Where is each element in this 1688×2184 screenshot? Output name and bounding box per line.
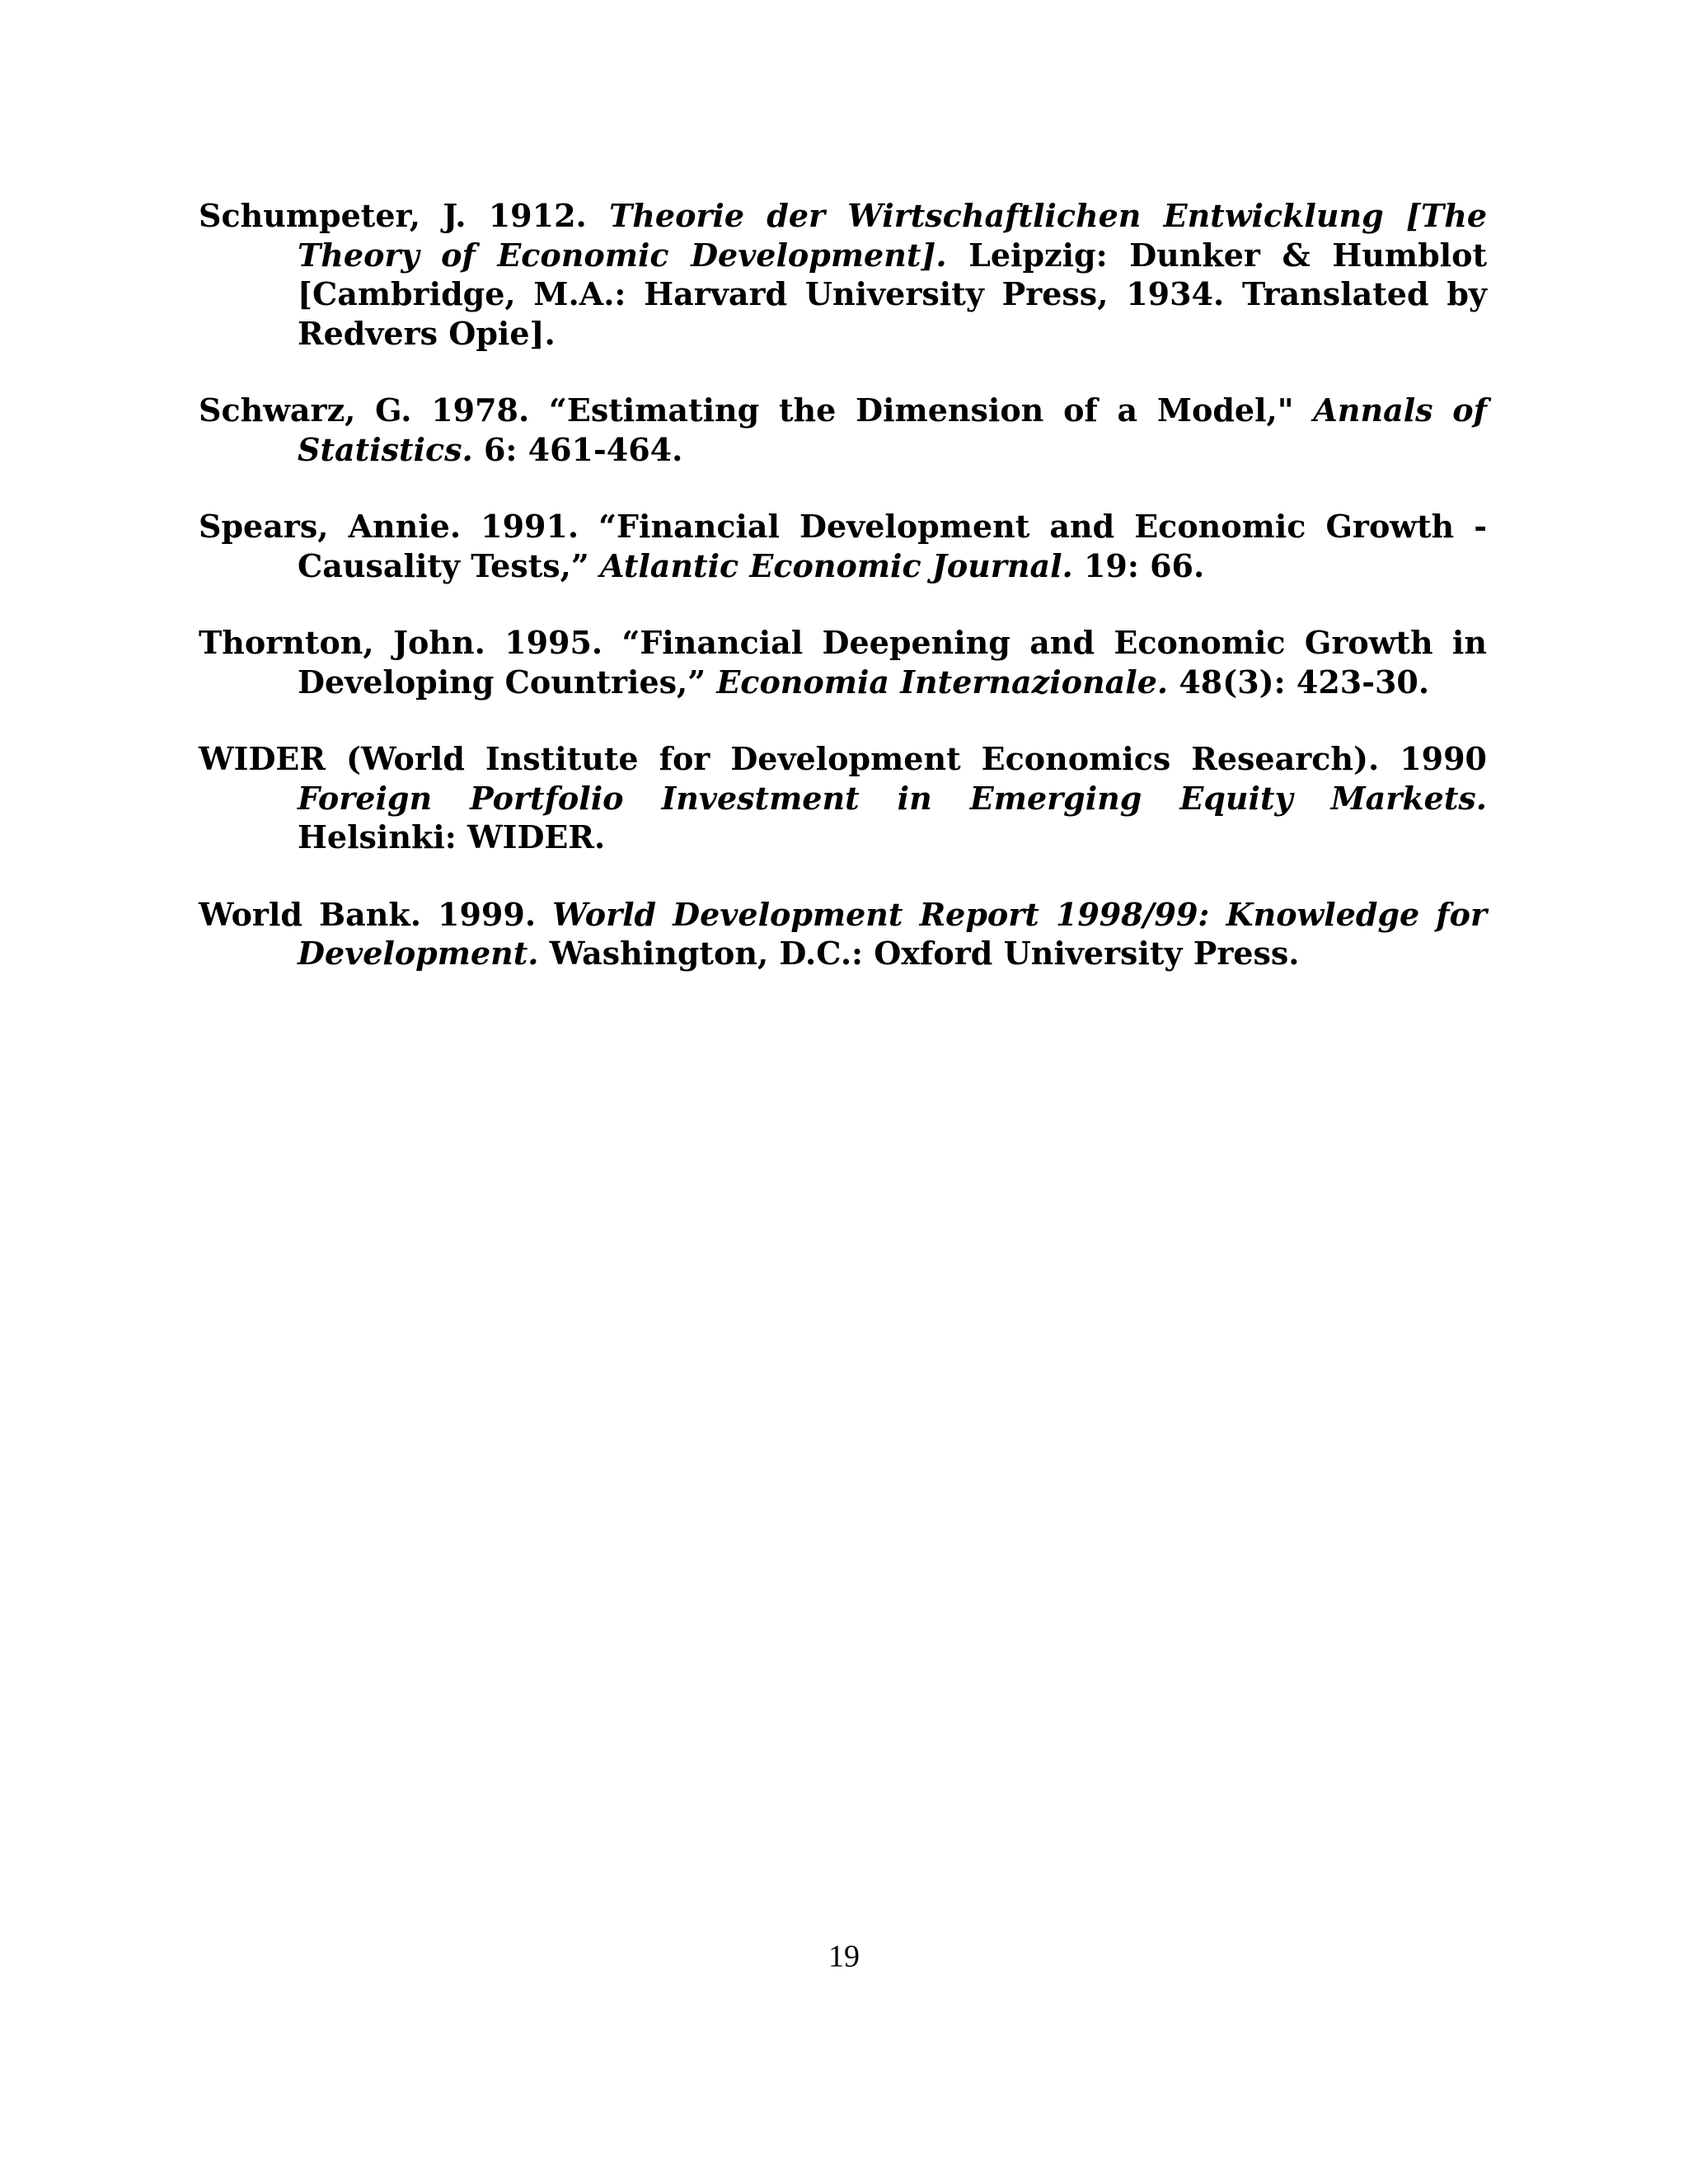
reference-entry-wider: [199, 739, 1487, 857]
reference-details: 6: 461-464.: [472, 430, 683, 468]
reference-title: World Development Report 1998/99: Knowledge for Development.: [298, 895, 1487, 972]
reference-author-year: World Bank. 1999.: [199, 895, 553, 933]
reference-title: Economia Internazionale.: [716, 663, 1169, 701]
reference-details: Leipzig: Dunker & Humblot [Cambridge, M.A.: Harvard University Press, 1934. Translated by Redvers Opie].: [298, 236, 1487, 352]
reference-title: Atlantic Economic Journal.: [600, 546, 1073, 584]
reference-details: Washington, D.C.: Oxford University Press.: [538, 935, 1300, 972]
reference-author-year: Spears, Annie. 1991. “Financial Development and Economic Growth - Causality Tests,”: [199, 508, 1487, 584]
reference-title: Foreign Portfolio Investment in Emerging Equity Markets.: [298, 779, 1487, 817]
reference-details: 48(3): 423-30.: [1168, 663, 1430, 701]
reference-author-year: Thornton, John. 1995. “Financial Deepening and Economic Growth in Developing Countries,”: [199, 624, 1487, 701]
reference-entry-schwarz: [199, 391, 1487, 469]
reference-title: Annals of Statistics.: [298, 391, 1487, 468]
reference-author-year: WIDER (World Institute for Development Economics Research). 1990: [199, 740, 1487, 777]
reference-author-year: Schumpeter, J. 1912.: [199, 197, 609, 234]
reference-author-year: Schwarz, G. 1978. “Estimating the Dimension of a Model,": [199, 391, 1314, 429]
reference-title: Theorie der Wirtschaftlichen Entwicklung [The Theory of Economic Development].: [298, 197, 1487, 274]
reference-entry-world-bank: [199, 895, 1487, 973]
reference-entry-thornton: [199, 623, 1487, 701]
reference-details: Helsinki: WIDER.: [298, 818, 606, 855]
reference-entry-schumpeter: [199, 196, 1487, 353]
reference-list: [199, 196, 1487, 1011]
reference-details: 19: 66.: [1072, 546, 1205, 584]
reference-entry-spears: [199, 507, 1487, 585]
page-number: 19: [828, 1939, 860, 1974]
